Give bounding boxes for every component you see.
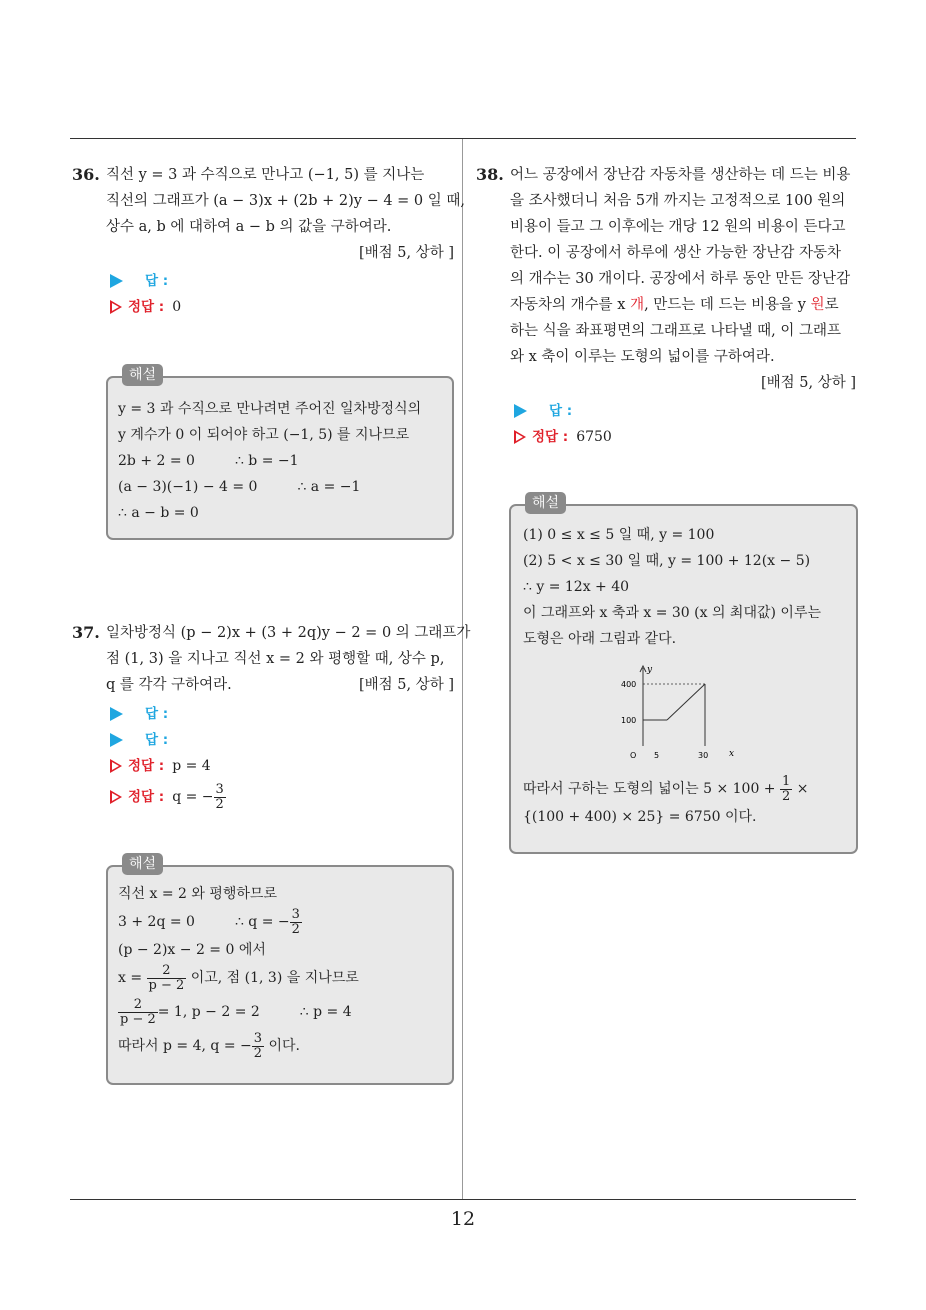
x-tick-30: 30 (698, 751, 709, 760)
play-icon (110, 707, 123, 721)
question-text-line: 을 조사했더니 처음 5개 까지는 고정적으로 100 원의 (510, 193, 846, 209)
answer-block-37 (110, 701, 226, 815)
correct-label: 정답 : (128, 789, 165, 805)
outline-triangle-icon (110, 759, 122, 773)
explanation-tag: 해설 (122, 364, 163, 386)
question-number: 38. (476, 165, 504, 184)
question-text-line: 하는 식을 좌표평면의 그래프로 나타낼 때, 이 그래프 (510, 323, 842, 339)
top-rule (70, 138, 856, 139)
page-number: 12 (450, 1208, 476, 1230)
question-text-line: 비용이 들고 그 이후에는 개당 12 원의 비용이 든다고 (510, 219, 846, 235)
explanation-line: (1) 0 ≤ x ≤ 5 일 때, y = 100 (523, 527, 715, 543)
question-36 (72, 162, 465, 266)
explanation-box-38 (509, 495, 858, 854)
correct-value: 0 (172, 299, 182, 315)
question-text-line: 상수 a, b 에 대하여 a − b 의 값을 구하여라. (106, 219, 392, 235)
fraction: $\frac{3}{2}$ (215, 781, 224, 812)
answer-label: 답 : (145, 732, 169, 748)
correct-label: 정답 : (128, 299, 165, 315)
question-text-line: 와 x 축이 이루는 도형의 넓이를 구하여라. (510, 349, 775, 365)
bottom-rule (70, 1199, 856, 1200)
explanation-tag: 해설 (122, 853, 163, 875)
x-tick-origin: O (630, 751, 637, 760)
answer-block-36 (110, 268, 181, 320)
explanation-line: ∴ a − b = 0 (118, 505, 199, 521)
outline-triangle-icon (110, 790, 122, 804)
y-tick-400: 400 (621, 680, 637, 689)
explanation-box-36 (106, 367, 454, 540)
question-number: 37. (72, 623, 100, 642)
question-text-line: 직선 y = 3 과 수직으로 만나고 (−1, 5) 를 지나는 (106, 167, 425, 183)
answer-block-38 (514, 398, 612, 450)
explanation-box-37 (106, 856, 454, 1085)
question-38 (476, 162, 856, 396)
question-text-line: q 를 각각 구하여라. [배점 5, 상하 ] (106, 672, 454, 698)
outline-triangle-icon (110, 300, 122, 314)
play-icon (514, 404, 527, 418)
question-text-line: 점 (1, 3) 을 지나고 직선 x = 2 와 평행할 때, 상수 p, (106, 651, 445, 667)
question-text-line: 어느 공장에서 장난감 자동차를 생산하는 데 드는 비용 (510, 167, 851, 183)
score-label: [배점 5, 상하 ] (358, 677, 454, 693)
question-37 (72, 620, 471, 698)
column-divider (462, 139, 463, 1199)
answer-label: 답 : (549, 403, 573, 419)
score-label: [배점 5, 상하 ] (358, 245, 454, 261)
question-text-line: 한다. 이 공장에서 하루에 생산 가능한 장난감 자동차 (510, 245, 842, 261)
correct-value: 6750 (576, 429, 612, 445)
correct-label: 정답 : (532, 429, 569, 445)
correct-value: p = 4 (172, 758, 211, 774)
question-text-line: 자동차의 개수를 x 개, 만드는 데 드는 비용을 y 원로 (510, 297, 839, 313)
explanation-line: x = $\frac{2}{p - 2}$ 이고, 점 (1, 3) 을 지나므로 (118, 962, 359, 993)
explanation-line: $\frac{2}{p - 2}$ = 1, p − 2 = 2 ∴ p = 4 (120, 996, 352, 1027)
explanation-line: 3 + 2q = 0 ∴ q = − $\frac{3}{2}$ (118, 906, 300, 937)
explanation-line: 2b + 2 = 0 ∴ b = −1 (118, 453, 299, 469)
question-text-line: 직선의 그래프가 (a − 3)x + (2b + 2)y − 4 = 0 일 때, (106, 193, 465, 209)
x-axis-label: x (729, 749, 735, 759)
explanation-line: 이 그래프와 x 축과 x = 30 (x 의 최대값) 이루는 (523, 605, 821, 621)
explanation-line: 따라서 p = 4, q = − $\frac{3}{2}$ 이다. (118, 1030, 300, 1061)
cost-graph (621, 658, 761, 762)
question-text-line: 일차방정식 (p − 2)x + (3 + 2q)y − 2 = 0 의 그래프가 (106, 625, 471, 641)
score-label: [배점 5, 상하 ] (760, 375, 856, 391)
explanation-line: (a − 3)(−1) − 4 = 0 ∴ a = −1 (118, 479, 361, 495)
explanation-line: ∴ y = 12x + 40 (523, 579, 630, 595)
play-icon (110, 733, 123, 747)
explanation-line: (p − 2)x − 2 = 0 에서 (118, 942, 266, 958)
explanation-line: 따라서 구하는 도형의 넓이는 5 × 100 + $\frac{1}{2}$ × (523, 773, 809, 804)
answer-label: 답 : (145, 706, 169, 722)
explanation-line: (2) 5 < x ≤ 30 일 때, y = 100 + 12(x − 5) (523, 553, 811, 569)
explanation-line: y 계수가 0 이 되어야 하고 (−1, 5) 를 지나므로 (118, 427, 410, 443)
answer-label: 답 : (145, 273, 169, 289)
play-icon (110, 274, 123, 288)
correct-label: 정답 : (128, 758, 165, 774)
question-number: 36. (72, 165, 100, 184)
outline-triangle-icon (514, 430, 526, 444)
y-axis-label: y (647, 665, 653, 675)
correct-value: q = − (172, 789, 214, 805)
explanation-line: {(100 + 400) × 25} = 6750 이다. (523, 809, 757, 825)
question-text-line: 의 개수는 30 개이다. 공장에서 하루 동안 만든 장난감 (510, 271, 851, 287)
explanation-line: 직선 x = 2 와 평행하므로 (118, 886, 277, 902)
segment-rising (667, 684, 705, 720)
explanation-line: 도형은 아래 그림과 같다. (523, 631, 677, 647)
y-tick-100: 100 (621, 716, 637, 725)
explanation-line: y = 3 과 수직으로 만나려면 주어진 일차방정식의 (118, 401, 422, 417)
x-tick-5: 5 (654, 751, 660, 760)
explanation-tag: 해설 (525, 492, 566, 514)
